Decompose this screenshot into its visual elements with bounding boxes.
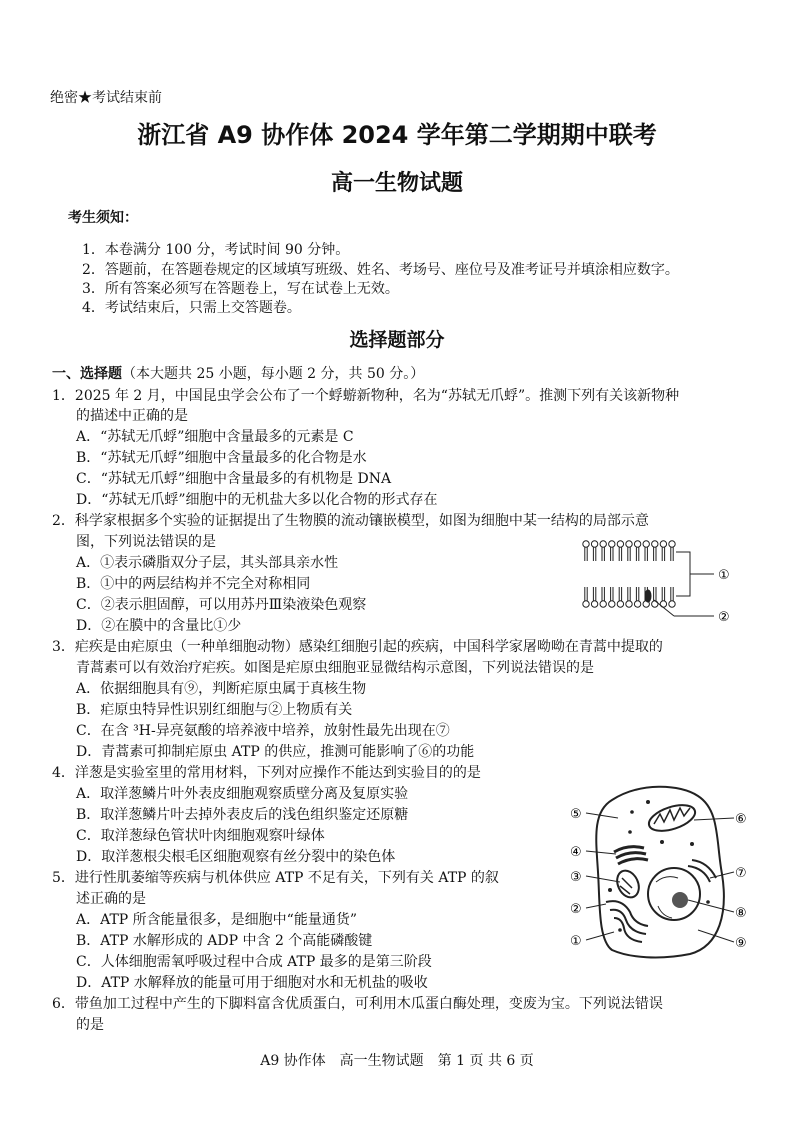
phospholipid-head bbox=[609, 541, 615, 547]
phospholipid-head bbox=[600, 601, 606, 607]
question-5-stem: 5．进行性肌萎缩等疾病与机体供应 ATP 不足有关，下列有关 ATP 的叙 bbox=[52, 870, 499, 886]
exam-title: 浙江省 A9 协作体 2024 学年第二学期期中联考 bbox=[137, 121, 657, 149]
question-3-option-d: D．青蒿素可抑制疟原虫 ATP 的供应，推测可能影响了⑥的功能 bbox=[76, 744, 475, 760]
phospholipid-head bbox=[643, 541, 649, 547]
section-title: 选择题部分 bbox=[349, 329, 445, 351]
question-2-option-a: A．①表示磷脂双分子层，其头部具亲水性 bbox=[76, 555, 339, 571]
question-1-stem: 1．2025 年 2 月，中国昆虫学会公布了一个蜉蝣新物种，名为“苏轼无爪蜉”。推测下列有关该新物种 bbox=[52, 388, 680, 404]
phospholipid-tail bbox=[662, 587, 664, 601]
phospholipid-tail bbox=[671, 587, 673, 601]
question-4-stem: 4．洋葱是实验室里的常用材料，下列对应操作不能达到实验目的的是 bbox=[52, 765, 481, 781]
notice-item: 2．答题前，在答题卷规定的区域填写班级、姓名、考场号、座位号及准考证号并填涂相应数字。 bbox=[82, 262, 679, 278]
cell-label-9: ⑨ bbox=[735, 936, 747, 951]
nucleolus bbox=[672, 892, 688, 908]
question-3-stem-cont: 青蒿素可以有效治疗疟疾。如图是疟原虫细胞亚显微结构示意图，下列说法错误的是 bbox=[76, 660, 594, 676]
phospholipid-head bbox=[626, 601, 632, 607]
cell-label-2: ② bbox=[570, 902, 582, 917]
question-1-option-d: D．“苏轼无爪蜉”细胞中的无机盐大多以化合物的形式存在 bbox=[76, 492, 438, 508]
question-5-option-c: C．人体细胞需氧呼吸过程中合成 ATP 最多的是第三阶段 bbox=[76, 954, 432, 970]
question-4-option-c: C．取洋葱绿色管状叶肉细胞观察叶绿体 bbox=[76, 828, 325, 844]
phospholipid-tail bbox=[645, 547, 647, 561]
phospholipid-tail bbox=[628, 587, 630, 601]
phospholipid-tail bbox=[628, 547, 630, 561]
membrane-label-1: ① bbox=[718, 568, 730, 583]
subject-title: 高一生物试题 bbox=[330, 171, 463, 196]
phospholipid-tail bbox=[602, 547, 604, 561]
notice-item: 3．所有答案必须写在答题卷上，写在试卷上无效。 bbox=[82, 281, 399, 297]
phospholipid-head bbox=[652, 541, 658, 547]
question-5-option-d: D．ATP 水解释放的能量可用于细胞对水和无机盐的吸收 bbox=[76, 975, 428, 991]
membrane-diagram bbox=[578, 538, 748, 628]
question-2-option-c: C．②表示胆固醇，可以用苏丹Ⅲ染液染色观察 bbox=[76, 597, 367, 613]
phospholipid-head bbox=[600, 541, 606, 547]
cell-label-4: ④ bbox=[570, 845, 582, 860]
question-6-stem: 6．带鱼加工过程中产生的下脚料富含优质蛋白，可利用木瓜蛋白酶处理，变废为宝。下列说法错误 bbox=[52, 996, 663, 1012]
phospholipid-tail bbox=[611, 587, 613, 601]
phospholipid-head bbox=[583, 541, 589, 547]
question-1-stem-cont: 的描述中正确的是 bbox=[76, 408, 188, 424]
phospholipid-tail bbox=[654, 547, 656, 561]
question-1-option-b: B．“苏轼无爪蜉”细胞中含量最多的化合物是水 bbox=[76, 450, 367, 466]
question-1-option-a: A．“苏轼无爪蜉”细胞中含量最多的元素是 C bbox=[76, 429, 354, 445]
phospholipid-head bbox=[669, 601, 675, 607]
question-4-option-b: B．取洋葱鳞片叶去掉外表皮后的浅色组织鉴定还原糖 bbox=[76, 807, 409, 823]
question-4-option-d: D．取洋葱根尖根毛区细胞观察有丝分裂中的染色体 bbox=[76, 849, 396, 865]
phospholipid-tail bbox=[602, 587, 604, 601]
notice-item: 1．本卷满分 100 分，考试时间 90 分钟。 bbox=[82, 242, 350, 258]
question-5-stem-cont: 述正确的是 bbox=[76, 891, 146, 907]
question-2-option-d: D．②在膜中的含量比①少 bbox=[76, 618, 242, 634]
notice-heading: 考生须知： bbox=[68, 210, 138, 226]
phospholipid-tail bbox=[619, 587, 621, 601]
phospholipid-head bbox=[617, 601, 623, 607]
phospholipid-head bbox=[591, 601, 597, 607]
cell-label-5: ⑤ bbox=[570, 807, 582, 822]
phospholipid-head bbox=[617, 541, 623, 547]
phospholipid-tail bbox=[619, 547, 621, 561]
question-5-option-b: B．ATP 水解形成的 ADP 中含 2 个高能磷酸键 bbox=[76, 933, 373, 949]
phospholipid-head bbox=[669, 541, 675, 547]
question-3-option-c: C．在含 ³H-异亮氨酸的培养液中培养，放射性最先出现在⑦ bbox=[76, 723, 450, 739]
phospholipid-tail bbox=[662, 547, 664, 561]
phospholipid-tail bbox=[585, 587, 587, 601]
phospholipid-head bbox=[634, 601, 640, 607]
part-note: （本大题共 25 小题，每小题 2 分，共 50 分。） bbox=[122, 366, 425, 382]
question-4-option-a: A．取洋葱鳞片叶外表皮细胞观察质壁分离及复原实验 bbox=[76, 786, 409, 802]
phospholipid-tail bbox=[593, 547, 595, 561]
cell-label-1: ① bbox=[570, 934, 582, 949]
question-3-option-a: A．依据细胞具有⑨，判断疟原虫属于真核生物 bbox=[76, 681, 367, 697]
phospholipid-head bbox=[591, 541, 597, 547]
membrane-label-2: ② bbox=[718, 610, 730, 625]
cell-label-3: ③ bbox=[570, 870, 582, 885]
cell-label-7: ⑦ bbox=[735, 866, 747, 881]
cell-label-8: ⑧ bbox=[735, 906, 747, 921]
phospholipid-tail bbox=[611, 547, 613, 561]
phospholipid-tail bbox=[636, 587, 638, 601]
phospholipid-tail bbox=[636, 547, 638, 561]
notice-item: 4．考试结束后，只需上交答题卷。 bbox=[82, 300, 301, 316]
phospholipid-tail bbox=[671, 547, 673, 561]
confidential-mark: 绝密★考试结束前 bbox=[50, 90, 162, 106]
question-5-option-a: A．ATP 所含能量很多，是细胞中“能量通货” bbox=[76, 912, 357, 928]
phospholipid-tail bbox=[585, 547, 587, 561]
question-6-stem-cont: 的是 bbox=[76, 1017, 104, 1033]
phospholipid-head bbox=[660, 541, 666, 547]
phospholipid-head bbox=[609, 601, 615, 607]
page-footer: A9 协作体 高一生物试题 第 1 页 共 6 页 bbox=[260, 1053, 534, 1069]
question-2-option-b: B．①中的两层结构并不完全对称相同 bbox=[76, 576, 311, 592]
cholesterol bbox=[645, 590, 651, 602]
phospholipid-head bbox=[583, 601, 589, 607]
part-label: 一、选择题 bbox=[52, 366, 122, 382]
question-3-option-b: B．疟原虫特异性识别红细胞与②上物质有关 bbox=[76, 702, 353, 718]
part-heading bbox=[52, 364, 424, 384]
question-3-stem: 3．疟疾是由疟原虫（一种单细胞动物）感染红细胞引起的疾病，中国科学家屠呦呦在青蒿中提取的 bbox=[52, 639, 663, 655]
question-2-stem-cont: 图，下列说法错误的是 bbox=[76, 534, 216, 550]
question-2-stem: 2．科学家根据多个实验的证据提出了生物膜的流动镶嵌模型，如图为细胞中某一结构的局部示意 bbox=[52, 513, 649, 529]
cell-label-6: ⑥ bbox=[735, 812, 747, 827]
nucleus bbox=[648, 868, 700, 920]
parasite-cell-diagram bbox=[570, 782, 750, 960]
phospholipid-head bbox=[626, 541, 632, 547]
phospholipid-tail bbox=[593, 587, 595, 601]
phospholipid-head bbox=[652, 601, 658, 607]
question-1-option-c: C．“苏轼无爪蜉”细胞中含量最多的有机物是 DNA bbox=[76, 471, 392, 487]
phospholipid-head bbox=[634, 541, 640, 547]
phospholipid-tail bbox=[654, 587, 656, 601]
